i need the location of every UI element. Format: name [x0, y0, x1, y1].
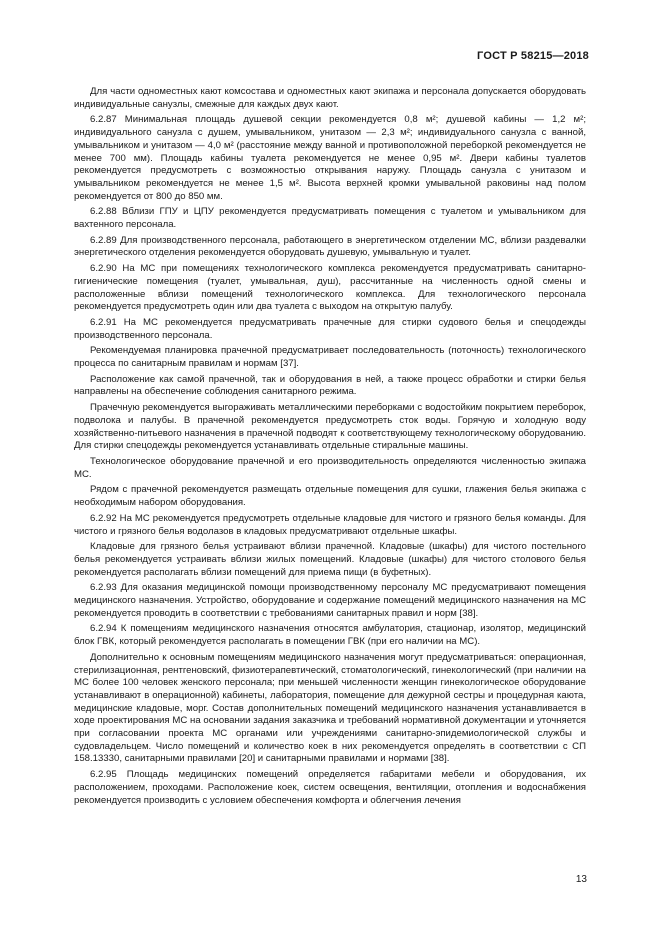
paragraph: 6.2.94 К помещениям медицинского назначения относятся амбулатория, стационар, изолятор, медицинский блок ГВК, который рекомендуется располагать в помещении ГВК (при его наличии на МС). — [74, 623, 586, 648]
paragraph: 6.2.89 Для производственного персонала, работающего в энергетическом отделении МС, вблизи раздевалки энергетического отделения рекомендуется оборудовать душевую, умывальную и туалет. — [74, 234, 586, 259]
paragraph: 6.2.90 На МС при помещениях технологического комплекса рекомендуется предусматривать санитарно-гигиенические помещения (туалет, умывальная, душ), рассчитанные на численность одной смены и расположенные вблизи помещений технологического комплекса. Для технологического персонала рекомендуется предусмотреть один или два туалета с выходом на открытую палубу. — [74, 263, 586, 313]
paragraph: Кладовые для грязного белья устраивают вблизи прачечной. Кладовые (шкафы) для чистого постельного белья рекомендуется устраивать вблизи жилых помещений. Кладовые (шкафы) для чистого столового белья рекомендуется располагать вблизи помещений для приема пищи (в буфетных). — [74, 541, 586, 578]
paragraph: Расположение как самой прачечной, так и оборудования в ней, а также процесс обработки и стирки белья направлены на обеспечение соблюдения санитарного режима. — [74, 373, 586, 398]
page-header-standard-id: ГОСТ Р 58215—2018 — [477, 50, 589, 62]
body-text — [74, 86, 586, 810]
paragraph: Технологическое оборудование прачечной и его производительность определяются численностью экипажа МС. — [74, 455, 586, 480]
paragraph: 6.2.95 Площадь медицинских помещений определяется габаритами мебели и оборудования, их расположением, проходами. Расположение коек, систем освещения, вентиляции, отопления и водоснабжения рекомендуется производить с условием обеспечения комфорта и облегчения лечения — [74, 769, 586, 806]
paragraph: Рядом с прачечной рекомендуется размещать отдельные помещения для сушки, глажения белья экипажа с необходимым набором оборудования. — [74, 484, 586, 509]
paragraph: 6.2.93 Для оказания медицинской помощи производственному персоналу МС предусматривают помещения медицинского назначения. Устройство, оборудование и содержание помещений медицинского назначения на МС рекомендуется проводить в соответствии с требованиями санитарных правил и норм [38]. — [74, 582, 586, 619]
paragraph: Прачечную рекомендуется выгораживать металлическими переборками с водостойким покрытием переборок, подволока и палубы. В прачечной рекомендуется предусмотреть сток воды. Горячую и холодную воду хозяйственно-питьевого назначения в прачечной подводят к соответствующему технологическому оборудованию. Для стирки спецодежды рекомендуется устанавливать отдельные стиральные машины. — [74, 402, 586, 452]
paragraph: Рекомендуемая планировка прачечной предусматривает последовательность (поточность) технологического процесса по санитарным правилам и нормам [37]. — [74, 345, 586, 370]
paragraph: Дополнительно к основным помещениям медицинского назначения могут предусматриваться: операционная, стерилизационная, рентгеновский, физиотерапевтический, стоматологический, гинекологический (при наличии на МС более 100 человек женского персонала; при меньшей численности женщин гинекологическое оборудование устанавливают в операционной) кабинеты, лаборатория, помещение для дежурной сестры и процедурная каюта, медицинские кладовые, морг. Состав дополнительных помещений медицинского назначения устанавливается в ходе проектирования МС на основании задания заказчика и требований нормативной документации и уточняется при согласовании проекта МС органами или учреждениями санитарно-эпидемиологической службы и судовладельцем. Число помещений и количество коек в них рекомендуется определять в соответствии с СП 158.13330, санитарными правилами [20] и санитарными правилами и нормами [38]. — [74, 651, 586, 765]
paragraph: Для части одноместных кают комсостава и одноместных кают экипажа и персонала допускается оборудовать индивидуальные санузлы, смежные для каждых двух кают. — [74, 86, 586, 110]
paragraph: 6.2.88 Вблизи ГПУ и ЦПУ рекомендуется предусматривать помещения с туалетом и умывальником для вахтенного персонала. — [74, 206, 586, 231]
paragraph: 6.2.91 На МС рекомендуется предусматривать прачечные для стирки судового белья и спецодежды производственного персонала. — [74, 316, 586, 341]
paragraph: 6.2.92 На МС рекомендуется предусмотреть отдельные кладовые для чистого и грязного белья команды. Для чистого и грязного белья водолазов в кладовых предусматривают отдельные шкафы. — [74, 512, 586, 537]
paragraph: 6.2.87 Минимальная площадь душевой секции рекомендуется 0,8 м²; душевой кабины — 1,2 м²; индивидуального санузла с душем, умывальником, унитазом — 2,3 м²; индивидуального санузла с ванной, умывальником и унитазом — 4,0 м² (расстояние между ванной и противоположной переборкой рекомендуется не менее 700 мм). Площадь кабины туалета рекомендуется не менее 0,95 м². Двери кабины туалетов рекомендуется предусмотреть с возможностью открывания наружу. Площадь санузла с унитазом и умывальником рекомендуется не менее 1,5 м². Высота верхней кромки умывальной раковины над полом рекомендуется от 800 до 850 мм. — [74, 114, 586, 202]
page-number: 13 — [575, 874, 587, 885]
